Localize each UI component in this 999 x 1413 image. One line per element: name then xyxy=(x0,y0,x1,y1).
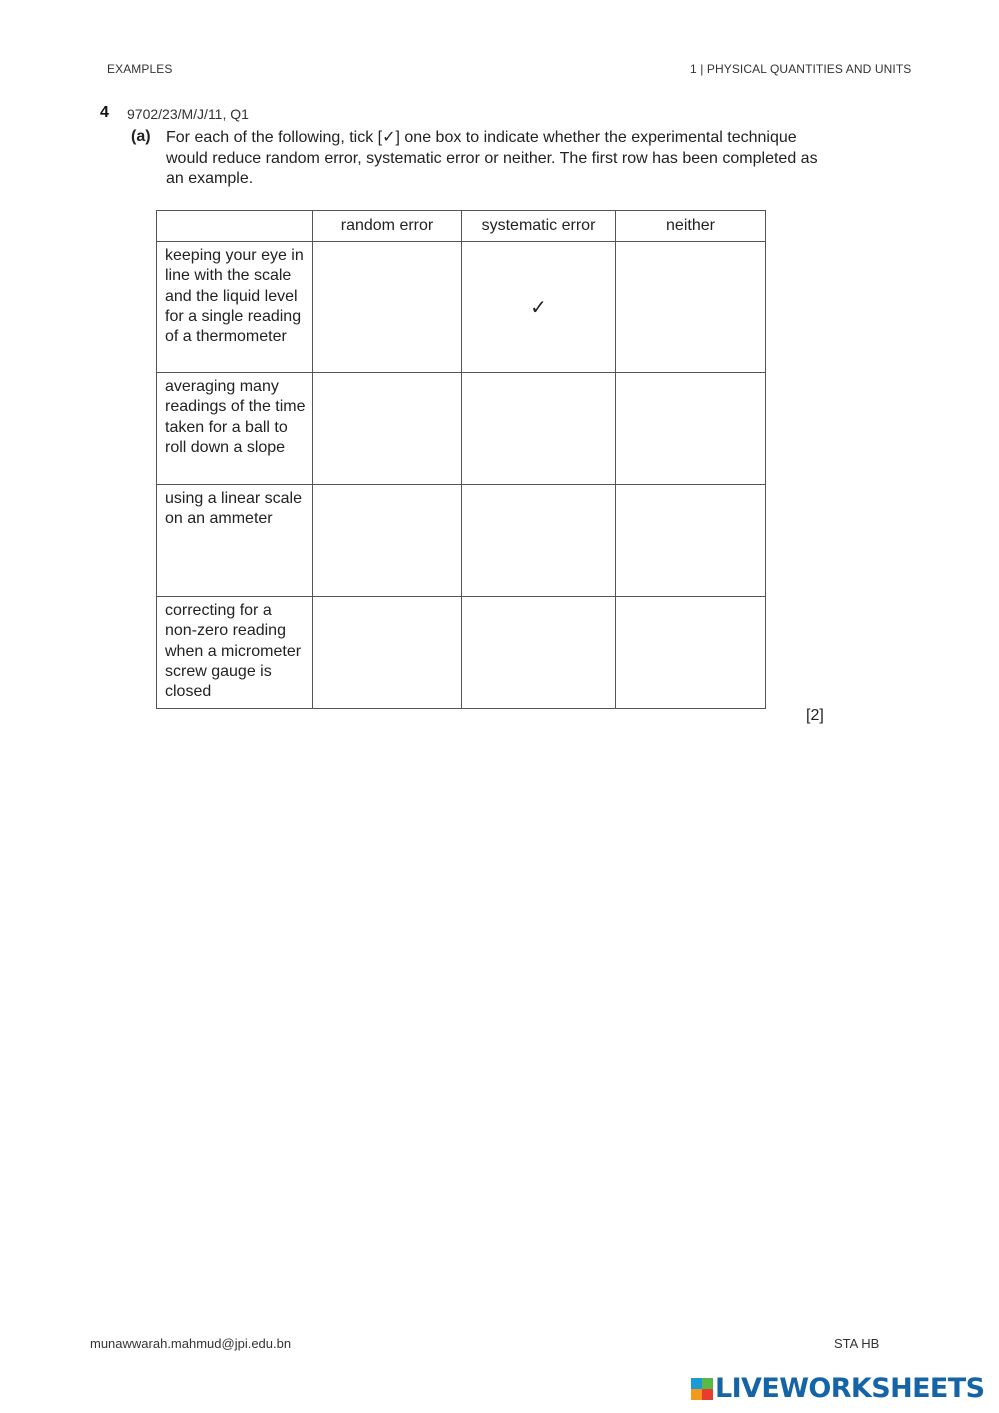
systematic-error-tick-box[interactable] xyxy=(462,485,616,597)
random-error-tick-box[interactable] xyxy=(313,597,462,709)
technique-cell: correcting for a non-zero reading when a micrometer screw gauge is closed xyxy=(157,597,313,709)
column-header-random-error: random error xyxy=(313,211,462,242)
neither-tick-box[interactable] xyxy=(616,485,766,597)
random-error-tick-box[interactable] xyxy=(313,242,462,373)
liveworksheets-wordmark: LIVEWORKSHEETS xyxy=(715,1373,985,1404)
table-row xyxy=(157,485,766,597)
header-section-label: EXAMPLES xyxy=(107,62,173,76)
random-error-tick-box[interactable] xyxy=(313,373,462,485)
question-part-label: (a) xyxy=(131,128,151,145)
question-reference: 9702/23/M/J/11, Q1 xyxy=(127,106,249,122)
systematic-error-tick-box[interactable] xyxy=(462,373,616,485)
question-number: 4 xyxy=(100,104,109,121)
header-chapter-title: 1 | PHYSICAL QUANTITIES AND UNITS xyxy=(690,62,912,76)
marks-allocation: [2] xyxy=(806,707,824,724)
footer-initials: STA HB xyxy=(834,1336,880,1351)
table-row xyxy=(157,373,766,485)
technique-cell: averaging many readings of the time taken for a ball to roll down a slope xyxy=(157,373,313,485)
systematic-error-tick-box[interactable]: ✓ xyxy=(462,242,616,373)
technique-cell: keeping your eye in line with the scale and the liquid level for a single reading of a thermometer xyxy=(157,242,313,373)
neither-tick-box[interactable] xyxy=(616,242,766,373)
column-header-technique xyxy=(157,211,313,242)
liveworksheets-brand[interactable] xyxy=(691,1373,984,1405)
table-header-row xyxy=(157,211,766,242)
column-header-systematic-error: systematic error xyxy=(462,211,616,242)
table-row xyxy=(157,597,766,709)
systematic-error-tick-box[interactable] xyxy=(462,597,616,709)
technique-cell: using a linear scale on an ammeter xyxy=(157,485,313,597)
liveworksheets-logo-icon xyxy=(691,1378,713,1400)
table-row xyxy=(157,242,766,373)
neither-tick-box[interactable] xyxy=(616,597,766,709)
question-instructions: For each of the following, tick [✓] one box to indicate whether the experimental technique would reduce random error, systematic error or neither. The first row has been completed as an example. xyxy=(166,129,818,187)
random-error-tick-box[interactable] xyxy=(313,485,462,597)
column-header-neither: neither xyxy=(616,211,766,242)
footer-author-email: munawwarah.mahmud@jpi.edu.bn xyxy=(90,1336,292,1351)
error-classification-table xyxy=(156,210,766,709)
neither-tick-box[interactable] xyxy=(616,373,766,485)
